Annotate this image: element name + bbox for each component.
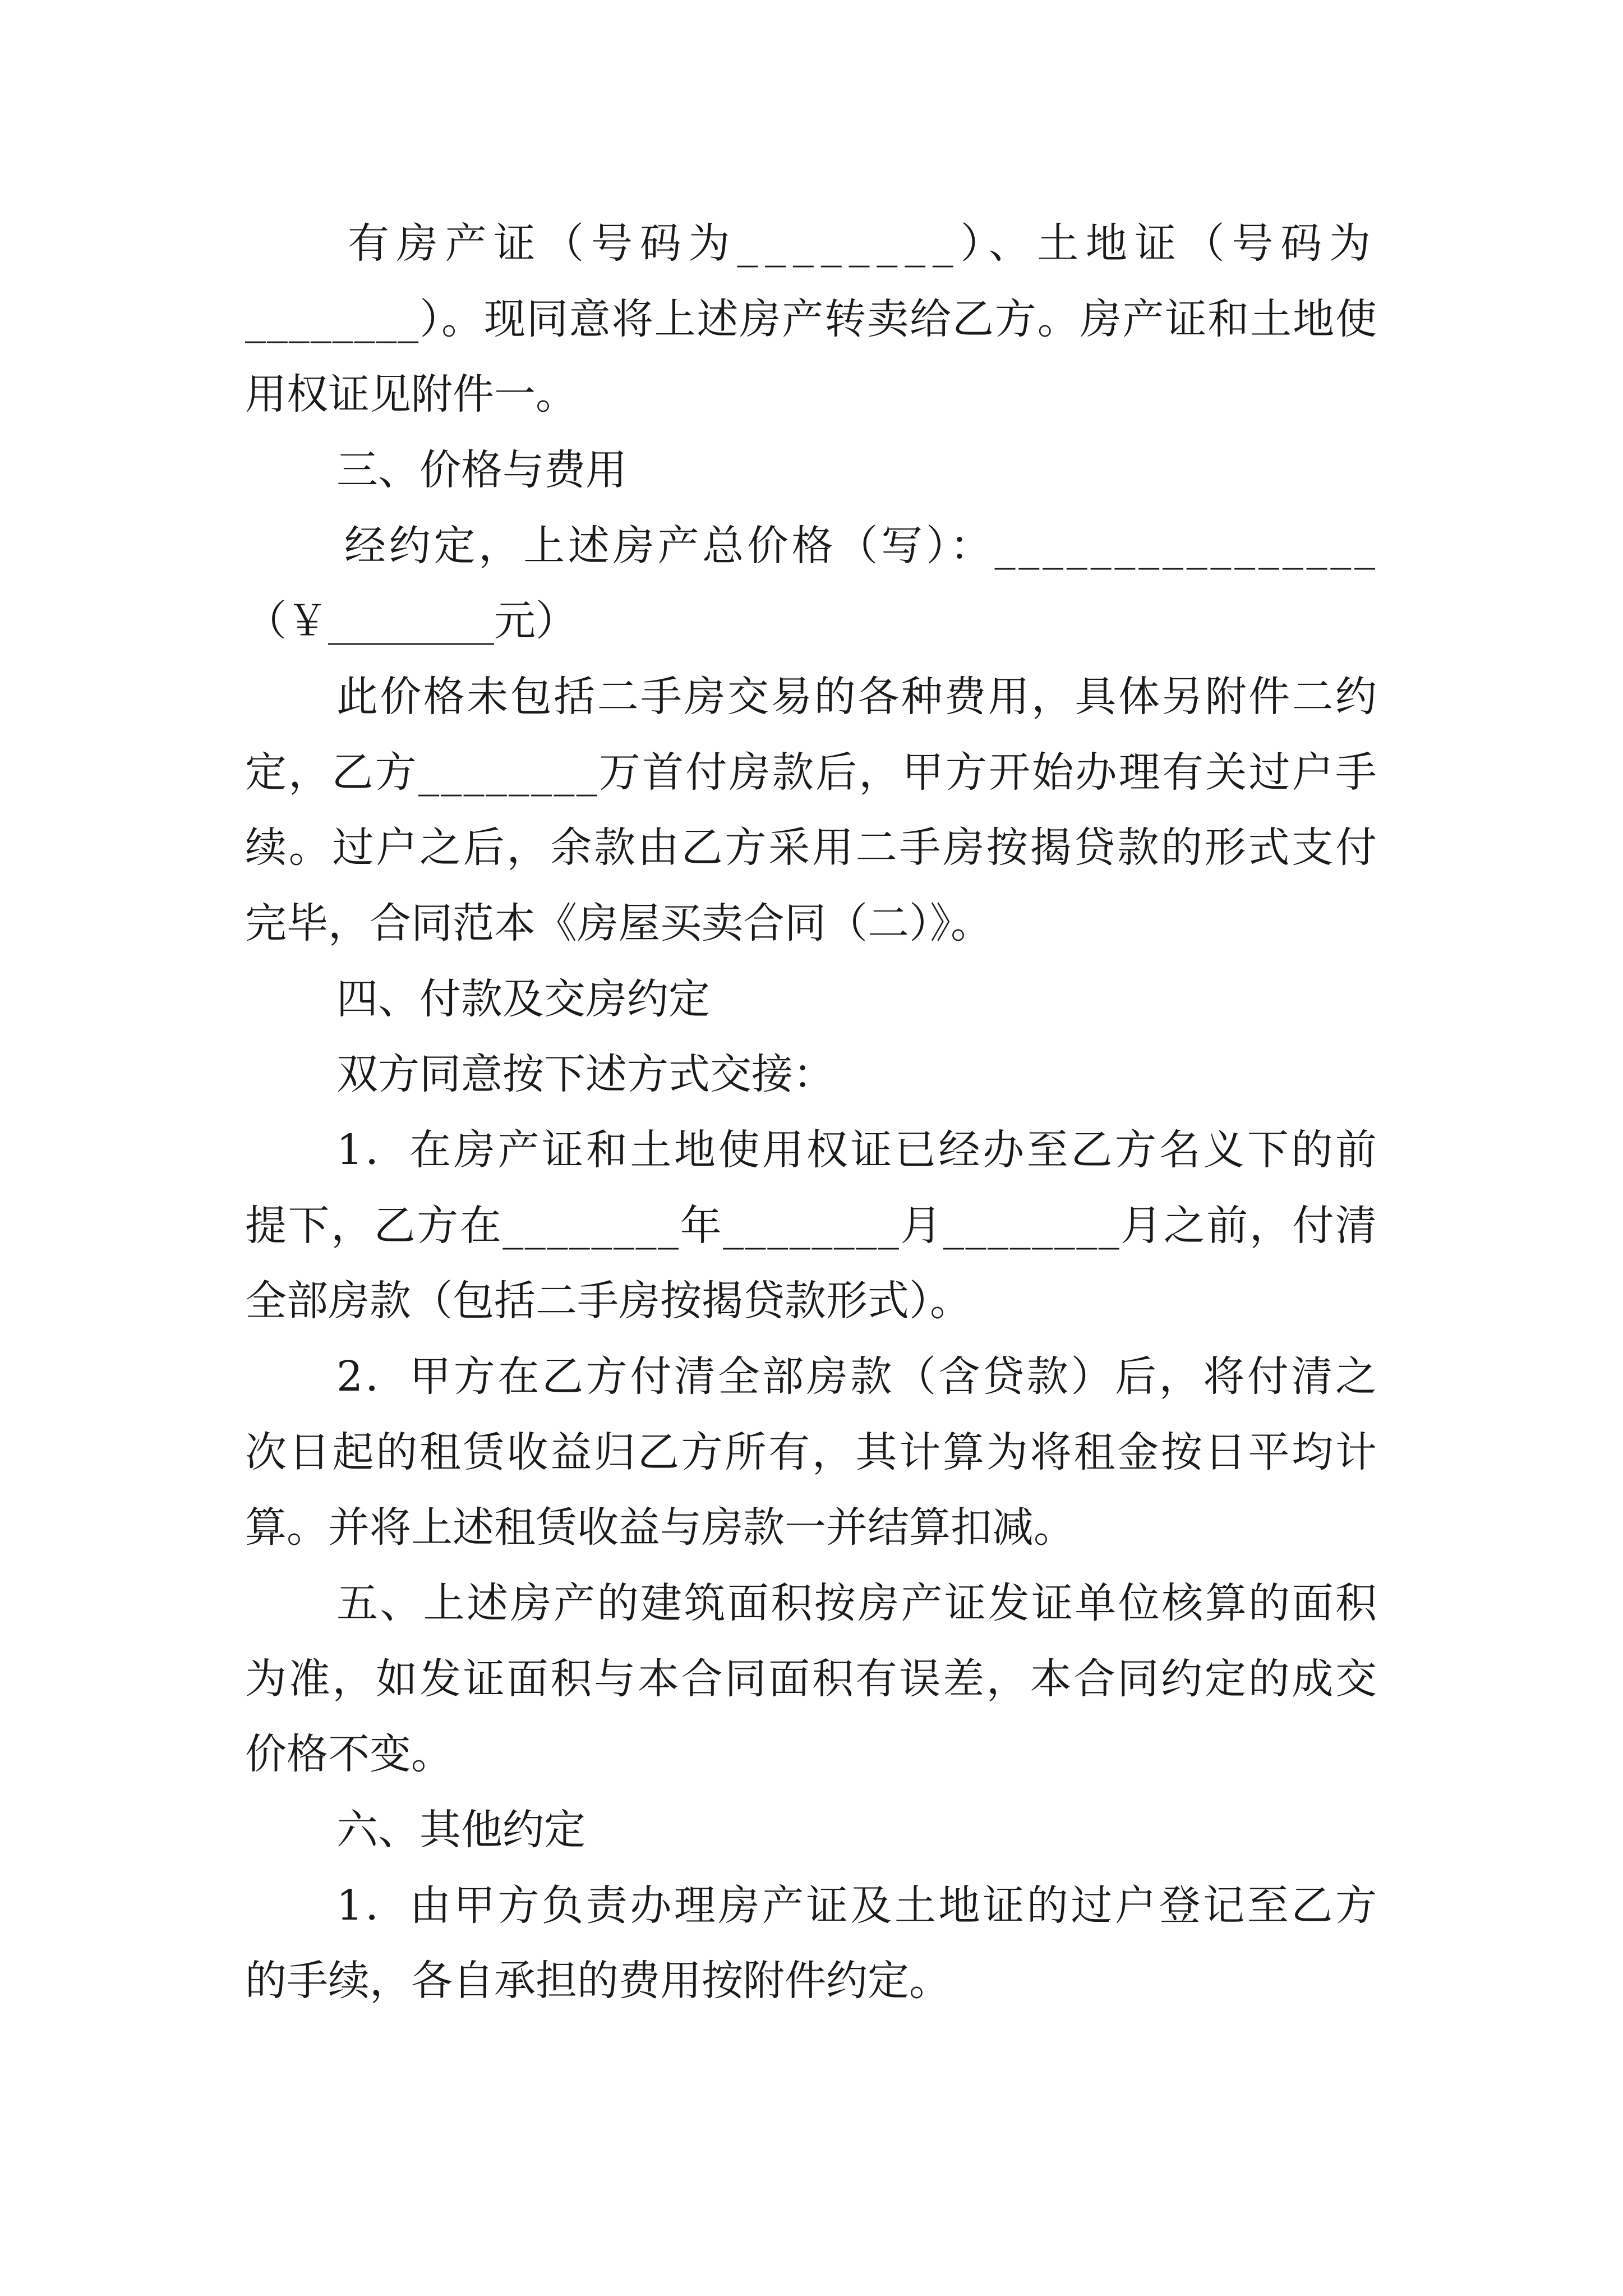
section-heading: 四、付款及交房约定: [336, 975, 710, 1023]
text-line: 此价格未包括二手房交易的各种费用，具体另附件二约: [336, 673, 1379, 721]
text-line: 续。过户之后，余款由乙方采用二手房按揭贷款的形式支付: [245, 823, 1379, 872]
text-line: 五、上述房产的建筑面积按房产证发证单位核算的面积: [336, 1579, 1379, 1627]
text-line: ________）。现同意将上述房产转卖给乙方。房产证和土地使: [245, 295, 1378, 343]
text-line: 价格不变。: [245, 1730, 453, 1778]
text-line: 2．甲方在乙方付清全部房款（含贷款）后，将付清之: [336, 1352, 1380, 1401]
text-line: 有房产证（号码为________）、土地证（号码为: [348, 219, 1378, 268]
text-line: 的手续，各自承担的费用按附件约定。: [245, 1957, 951, 2005]
text-line: 全部房款（包括二手房按揭贷款形式）。: [245, 1277, 971, 1325]
text-line: 算。并将上述租赁收益与房款一并结算扣减。: [245, 1503, 1075, 1552]
text-line: 完毕，合同范本《房屋买卖合同（二）》。: [245, 899, 992, 947]
section-heading: 六、其他约定: [336, 1806, 585, 1854]
text-line: 用权证见附件一。: [245, 370, 577, 418]
text-line: 经约定，上述房产总价格（写）：________________: [344, 522, 1378, 570]
text-line: 1．在房产证和土地使用权证已经办至乙方名义下的前: [336, 1126, 1380, 1174]
text-line: 定，乙方________万首付房款后，甲方开始办理有关过户手: [245, 748, 1379, 797]
text-line: 提下，乙方在________年________月________月之前，付清: [245, 1202, 1378, 1250]
text-line: （￥________元）: [245, 597, 577, 645]
text-line: 1．由甲方负责办理房产证及土地证的过户登记至乙方: [336, 1881, 1380, 1930]
text-line: 双方同意按下述方式交接：: [336, 1050, 834, 1098]
text-line: 次日起的租赁收益归乙方所有，其计算为将租金按日平均计: [245, 1428, 1379, 1476]
text-line: 为准，如发证面积与本合同面积有误差，本合同约定的成交: [245, 1655, 1379, 1703]
section-heading: 三、价格与费用: [336, 446, 627, 494]
